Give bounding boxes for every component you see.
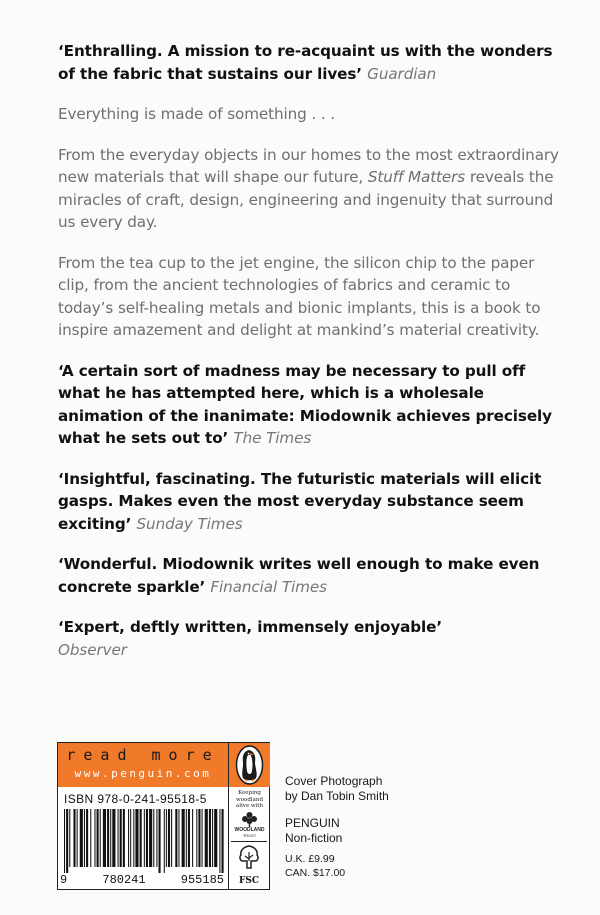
penguin-logo-icon <box>228 743 270 787</box>
review-quote-4 <box>58 553 568 598</box>
barcode-icon <box>62 809 224 873</box>
review-quote-3 <box>58 468 568 536</box>
isbn-label: ISBN 978-0-241-95518-5 <box>64 792 207 806</box>
barcode-panel <box>57 742 270 890</box>
publisher-name: PENGUIN <box>285 816 340 830</box>
quote-text: ‘Insightful, fascinating. The futuristic materials will elicit gasps. Makes even the most everyday substance seem exciting’ <box>58 469 542 533</box>
quote-text: ‘A certain sort of madness may be necessary to pull off what he has attempted here, which is a wholesale animation of the inanimate: Miodownik achieves precisely what he sets out to’ <box>58 361 552 447</box>
tagline: Everything is made of something . . . <box>58 105 336 123</box>
website-label: www.penguin.com <box>74 767 212 780</box>
quote-source: Guardian <box>367 64 437 83</box>
photo-credit-line-1: Cover Photograph <box>285 774 383 788</box>
read-more-banner <box>58 743 228 787</box>
barcode-digits: 9 780241 955185 <box>60 873 224 887</box>
description-paragraph-2: From the tea cup to the jet engine, the silicon chip to the paper clip, from the ancient technologies of fabrics and ceramic to today’s self-healing metals and bionic implants, this is a book to inspire amazement and delight at mankind’s material creativity. <box>58 253 541 339</box>
price-can: CAN. $17.00 <box>285 867 346 879</box>
woodland-text: Keeping woodland alive with <box>235 790 264 809</box>
quote-source: Sunday Times <box>136 514 243 533</box>
blurbs-section <box>58 40 568 679</box>
woodland-name: WOODLAND <box>234 827 265 833</box>
tree-icon <box>241 811 258 827</box>
woodland-trust: TRUST <box>242 833 257 838</box>
photo-credit-line-2: by Dan Tobin Smith <box>285 789 389 803</box>
price-uk: U.K. £9.99 <box>285 853 335 865</box>
quote-source: Observer <box>58 640 127 659</box>
review-quote-2 <box>58 360 568 450</box>
quote-text: ‘Enthralling. A mission to re-acquaint us with the wonders of the fabric that sustains our lives’ <box>58 42 553 83</box>
credits-block <box>285 774 525 880</box>
quote-source: The Times <box>233 429 312 447</box>
category-label: Non-fiction <box>285 831 343 845</box>
fsc-tree-icon <box>231 842 267 874</box>
quote-text: ‘Wonderful. Miodownik writes well enough to make even concrete sparkle’ <box>58 555 540 596</box>
quote-source: Financial Times <box>210 577 327 596</box>
description-paragraph-1: From the everyday objects in our homes to the most extraordinary new materials that will shape our future, Stuff Matters reveals the miracles of craft, design, engineering and ingenuity that surround us every day. <box>58 145 559 231</box>
fsc-logo: FSC <box>231 841 267 888</box>
review-quote-5 <box>58 616 568 661</box>
quote-text: ‘Expert, deftly written, immensely enjoyable’ <box>58 618 443 636</box>
eco-labels <box>228 787 270 889</box>
review-quote-1 <box>58 40 568 85</box>
read-more-label: read more <box>66 746 220 764</box>
book-title: Stuff Matters <box>367 168 466 186</box>
